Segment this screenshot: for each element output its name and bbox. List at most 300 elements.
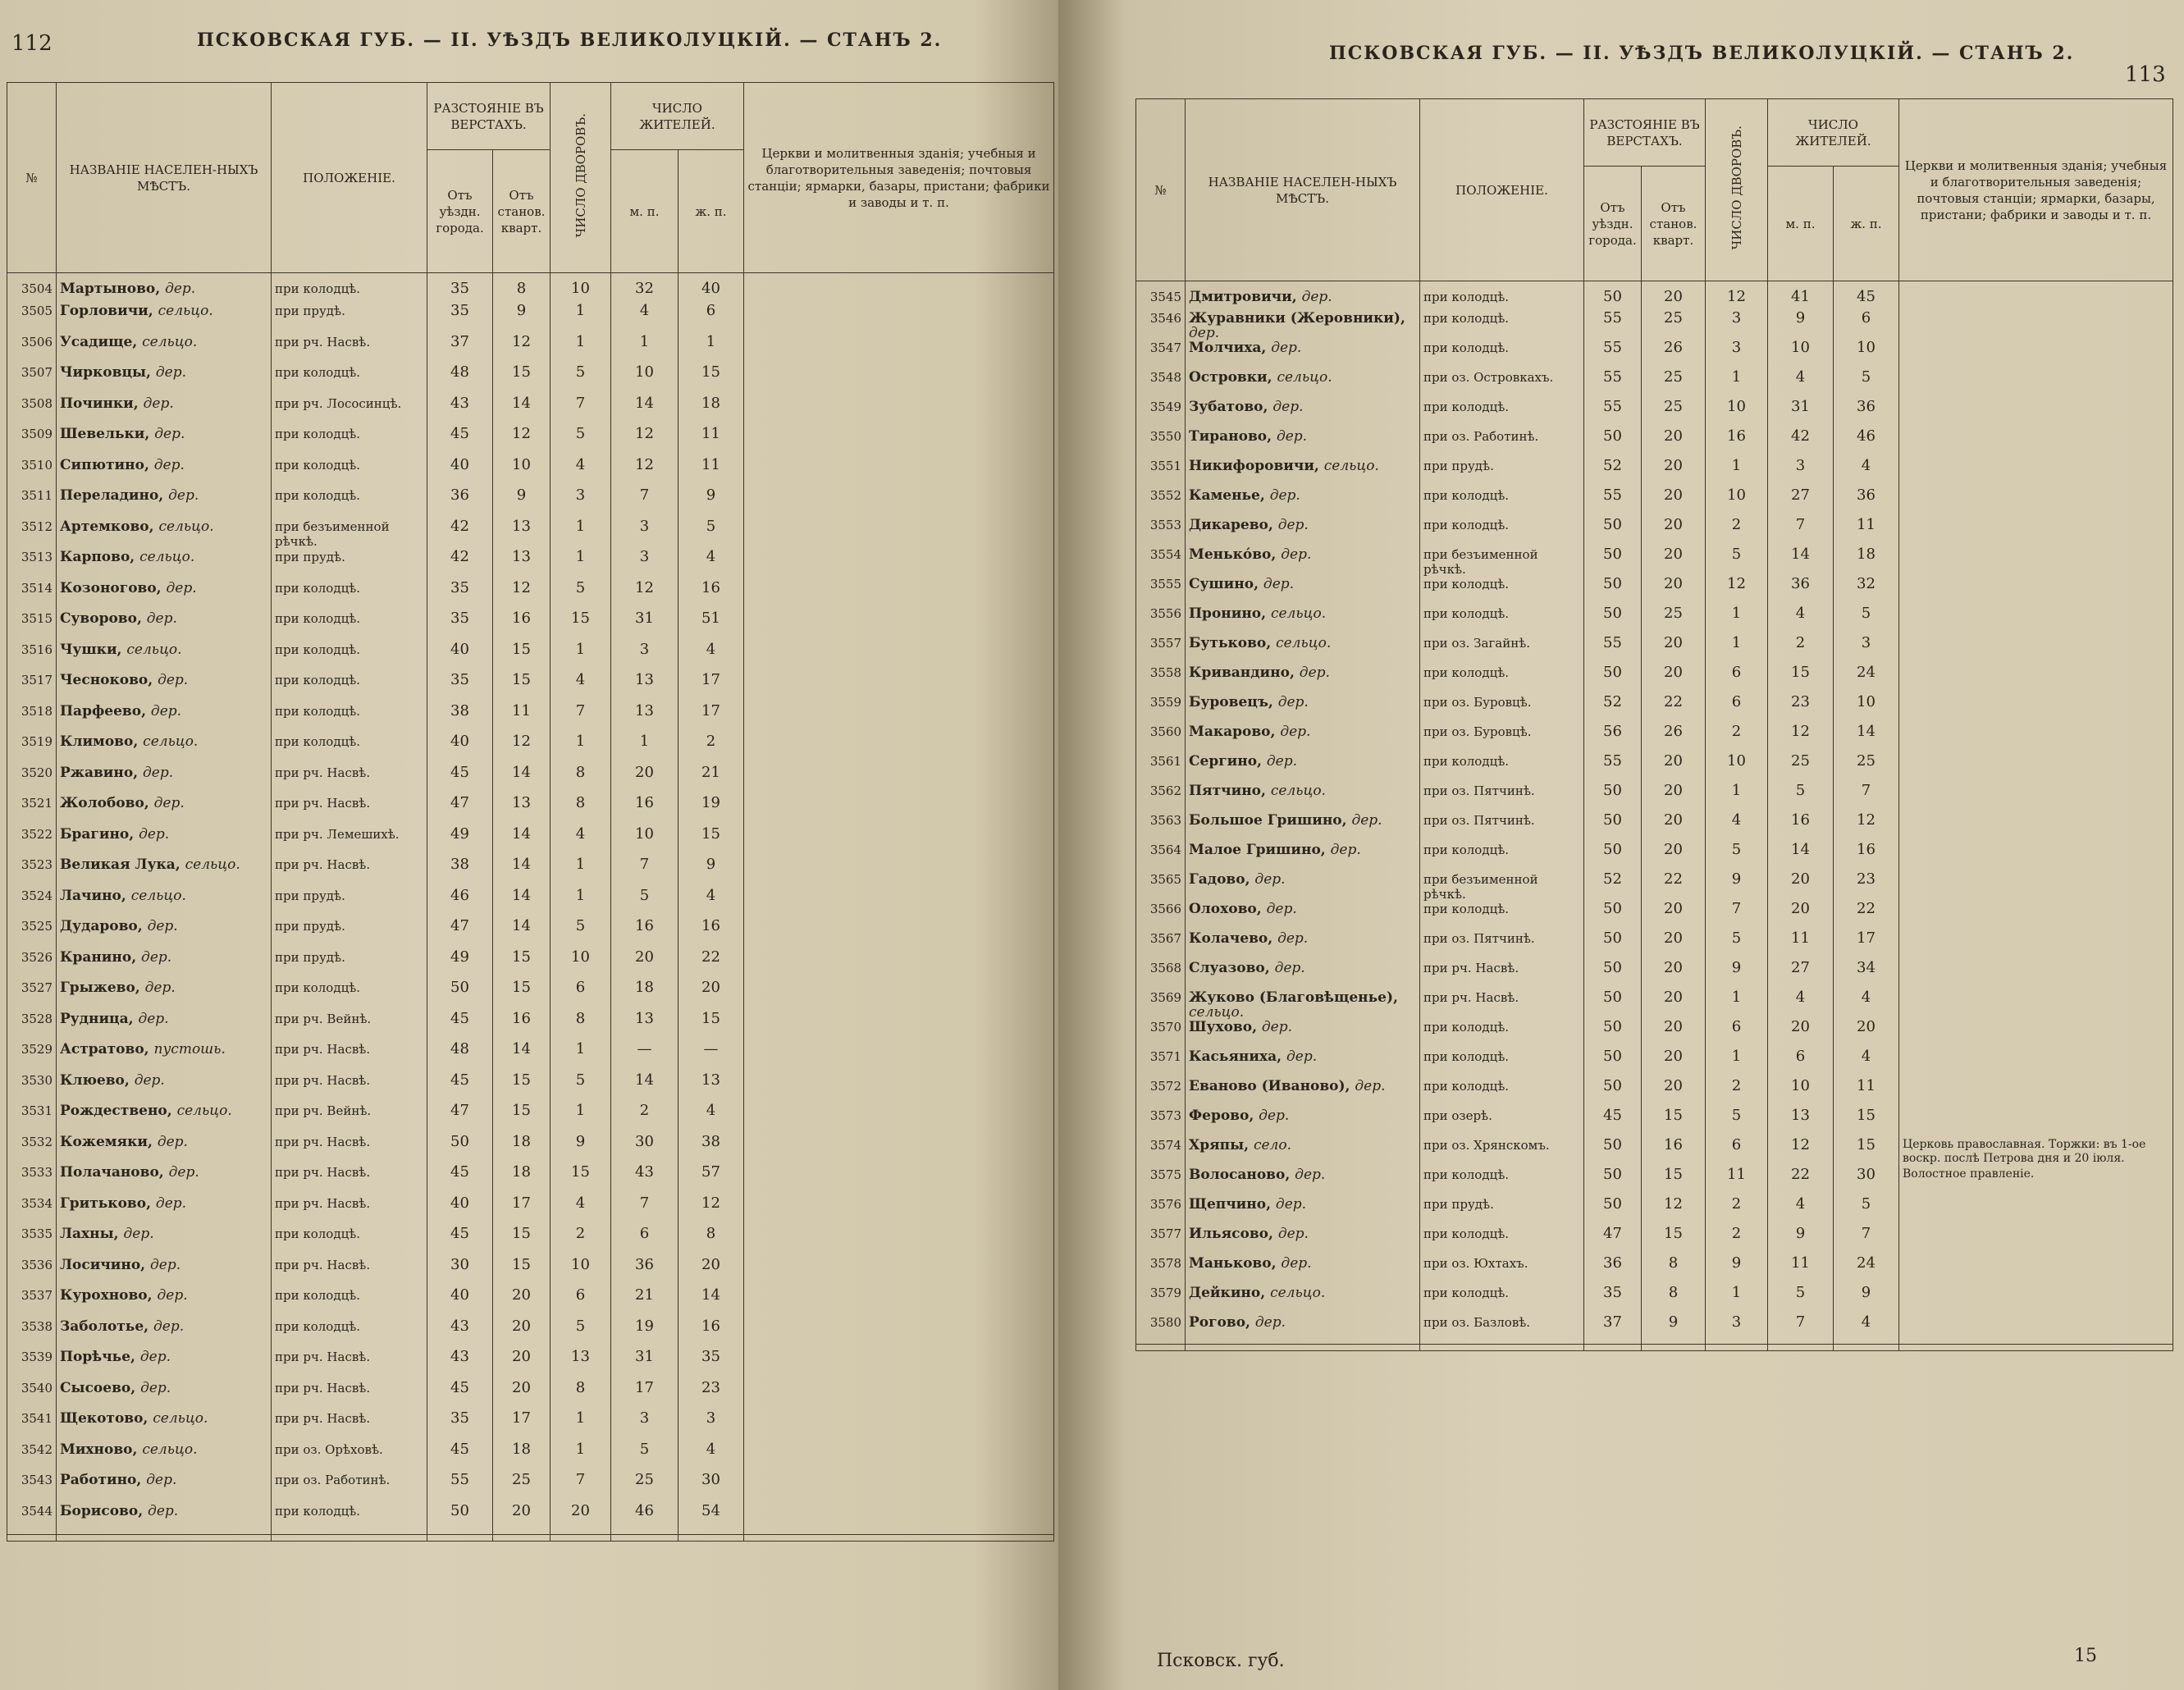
female-cell: 1 — [679, 335, 744, 366]
female-cell: 2 — [679, 734, 744, 765]
place-name-text: Астратово, — [60, 1042, 149, 1057]
place-name — [57, 335, 272, 366]
col-from-town: Отъ уѣздн. города. — [1584, 167, 1642, 281]
table-row — [7, 1012, 1054, 1043]
distance-stan-cell: 14 — [493, 765, 551, 797]
notes-cell — [1899, 311, 2173, 340]
distance-town-cell: 50 — [1584, 1049, 1642, 1079]
row-number: 3515 — [7, 611, 57, 642]
place-kind: дер. — [1355, 1078, 1386, 1094]
place-name-text: Работино, — [60, 1473, 142, 1488]
position-cell: при рч. Насвѣ. — [272, 1135, 427, 1166]
distance-stan-cell: 20 — [1642, 281, 1706, 311]
position-cell: при колодцѣ. — [272, 1504, 427, 1535]
distance-town-cell: 50 — [1584, 813, 1642, 843]
position-cell: при колодцѣ. — [1420, 340, 1584, 370]
table-row — [1136, 990, 2173, 1020]
distance-town-cell: 36 — [1584, 1256, 1642, 1286]
notes-cell — [744, 765, 1054, 797]
position-cell: при колодцѣ. — [272, 427, 427, 458]
place-kind: дер. — [138, 1011, 169, 1027]
notes-cell — [1899, 606, 2173, 636]
place-kind: дер. — [148, 1503, 179, 1519]
female-cell: 4 — [1834, 990, 1899, 1020]
male-cell: 20 — [1768, 1020, 1834, 1049]
place-kind: село. — [1253, 1137, 1292, 1153]
distance-stan-cell: 13 — [493, 796, 551, 827]
place-name — [1186, 281, 1420, 311]
male-cell: 17 — [611, 1381, 679, 1412]
table-row — [7, 581, 1054, 612]
row-number: 3517 — [7, 673, 57, 704]
households-cell: 6 — [1706, 1020, 1768, 1049]
position-cell: при рч. Насвѣ. — [272, 765, 427, 797]
male-cell: 23 — [1768, 695, 1834, 724]
position-cell: при рч. Лемешихѣ. — [272, 827, 427, 858]
table-row — [7, 1473, 1054, 1504]
place-name-text: Кривандино, — [1189, 665, 1295, 681]
households-cell: 1 — [551, 1103, 611, 1135]
place-name-text: Гадово, — [1189, 871, 1250, 888]
households-cell: 3 — [551, 488, 611, 519]
male-cell: 13 — [611, 704, 679, 735]
position-cell: при колодцѣ. — [1420, 1286, 1584, 1315]
households-cell: 10 — [1706, 488, 1768, 518]
place-kind: сельцо. — [1323, 458, 1379, 474]
notes-cell — [1899, 754, 2173, 783]
distance-town-cell: 42 — [427, 519, 493, 550]
row-number: 3567 — [1136, 931, 1186, 961]
place-kind: дер. — [1254, 1314, 1286, 1331]
distance-town-cell: 47 — [427, 1103, 493, 1135]
place-kind: дер. — [1263, 576, 1295, 592]
female-cell: 14 — [1834, 724, 1899, 754]
place-name — [57, 611, 272, 642]
position-cell: при оз. Орѣховѣ. — [272, 1442, 427, 1473]
distance-town-cell: 50 — [1584, 902, 1642, 931]
distance-town-cell: 50 — [1584, 961, 1642, 990]
place-kind: дер. — [1281, 1255, 1312, 1272]
households-cell: 9 — [551, 1135, 611, 1166]
row-number: 3519 — [7, 734, 57, 765]
place-name — [57, 1135, 272, 1166]
households-cell: 12 — [1706, 281, 1768, 311]
male-cell: 4 — [1768, 370, 1834, 400]
position-cell: при оз. Юхтахъ. — [1420, 1256, 1584, 1286]
table-row — [7, 1288, 1054, 1319]
male-cell: 12 — [611, 581, 679, 612]
female-cell: 21 — [679, 765, 744, 797]
position-cell: при колодцѣ. — [1420, 843, 1584, 872]
place-kind: дер. — [146, 611, 177, 627]
distance-town-cell: 50 — [1584, 665, 1642, 695]
place-name — [57, 1473, 272, 1504]
table-row — [1136, 370, 2173, 400]
place-name-text: Починки, — [60, 395, 139, 412]
position-cell: при озерѣ. — [1420, 1108, 1584, 1138]
male-cell: 20 — [611, 950, 679, 981]
households-cell: 6 — [1706, 1138, 1768, 1167]
place-name — [1186, 1226, 1420, 1256]
distance-stan-cell: 13 — [493, 519, 551, 550]
place-name — [57, 919, 272, 950]
place-name-text: Клюево, — [60, 1072, 130, 1089]
table-row — [1136, 459, 2173, 488]
place-name-text: Чесноково, — [60, 673, 153, 688]
place-kind: дер. — [166, 580, 197, 596]
position-cell: при оз. Буровцѣ. — [1420, 724, 1584, 754]
distance-town-cell: 48 — [427, 1042, 493, 1073]
notes-cell — [744, 1165, 1054, 1196]
position-cell: при колодцѣ. — [272, 1226, 427, 1258]
female-cell: 16 — [679, 1319, 744, 1350]
households-cell: 5 — [551, 427, 611, 458]
distance-town-cell: 46 — [427, 888, 493, 920]
notes-cell — [744, 1411, 1054, 1442]
place-name-text: Великая Лука, — [60, 857, 180, 873]
place-name-text: Колачево, — [1189, 930, 1273, 947]
distance-town-cell: 36 — [427, 488, 493, 519]
female-cell: 32 — [1834, 577, 1899, 606]
households-cell: 4 — [551, 1196, 611, 1227]
place-kind: дер. — [1330, 842, 1361, 858]
place-name-text: Усадище, — [60, 334, 138, 350]
distance-stan-cell: 25 — [1642, 400, 1706, 429]
female-cell: 30 — [1834, 1167, 1899, 1197]
male-cell: 6 — [1768, 1049, 1834, 1079]
households-cell: 8 — [551, 796, 611, 827]
distance-stan-cell: 25 — [1642, 606, 1706, 636]
row-number: 3553 — [1136, 518, 1186, 547]
table-row — [1136, 340, 2173, 370]
place-kind: сельцо. — [176, 1103, 232, 1119]
place-kind: дер. — [1277, 694, 1309, 710]
distance-town-cell: 55 — [1584, 754, 1642, 783]
distance-stan-cell: 8 — [1642, 1286, 1706, 1315]
households-cell: 5 — [551, 1319, 611, 1350]
distance-town-cell: 56 — [1584, 724, 1642, 754]
place-name-text: Лачино, — [60, 888, 126, 904]
female-cell: 15 — [1834, 1138, 1899, 1167]
distance-town-cell: 47 — [427, 796, 493, 827]
place-kind: дер. — [141, 949, 172, 966]
households-cell: 5 — [551, 1073, 611, 1104]
notes-cell — [1899, 990, 2173, 1020]
notes-cell — [744, 642, 1054, 674]
distance-stan-cell: 12 — [493, 335, 551, 366]
place-name-text: Артемково, — [60, 518, 154, 535]
row-number: 3556 — [1136, 606, 1186, 636]
households-cell: 16 — [1706, 429, 1768, 459]
female-cell: 4 — [679, 888, 744, 920]
households-cell: 7 — [551, 396, 611, 427]
place-name — [57, 304, 272, 335]
table-row — [7, 488, 1054, 519]
table-row — [7, 1411, 1054, 1442]
distance-stan-cell: 17 — [493, 1411, 551, 1442]
distance-town-cell: 50 — [1584, 281, 1642, 311]
row-number: 3568 — [1136, 961, 1186, 990]
place-kind: дер. — [1274, 960, 1305, 976]
row-number: 3560 — [1136, 724, 1186, 754]
table-row — [1136, 1315, 2173, 1345]
place-name — [1186, 1315, 1420, 1345]
col-distance: РАЗСТОЯНІЕ ВЪ ВЕРСТАХЪ. — [427, 83, 551, 150]
row-number: 3565 — [1136, 872, 1186, 902]
male-cell: 16 — [611, 919, 679, 950]
row-number: 3557 — [1136, 636, 1186, 665]
table-bottom-rule — [7, 1534, 1054, 1541]
distance-town-cell: 40 — [427, 1288, 493, 1319]
position-cell: при колодцѣ. — [272, 273, 427, 304]
male-cell: 10 — [611, 365, 679, 396]
place-kind: дер. — [146, 1473, 177, 1488]
distance-stan-cell: 10 — [493, 458, 551, 489]
place-kind: сельцо. — [1270, 1285, 1326, 1301]
notes-cell — [1899, 370, 2173, 400]
distance-town-cell: 50 — [427, 1504, 493, 1535]
households-cell: 1 — [1706, 606, 1768, 636]
distance-town-cell: 45 — [427, 1012, 493, 1043]
male-cell: 1 — [611, 335, 679, 366]
place-kind: дер. — [139, 1350, 171, 1365]
place-name-text: Олохово, — [1189, 901, 1262, 917]
male-cell: 9 — [1768, 311, 1834, 340]
table-row — [1136, 281, 2173, 311]
households-cell: 1 — [551, 335, 611, 366]
distance-town-cell: 47 — [427, 919, 493, 950]
male-cell: 10 — [1768, 340, 1834, 370]
place-kind: дер. — [157, 1288, 188, 1304]
place-name — [57, 1258, 272, 1289]
place-name — [1186, 1079, 1420, 1108]
place-name-text: Касьяниха, — [1189, 1048, 1282, 1065]
place-name-text: Пятчино, — [1189, 783, 1266, 799]
households-cell: 10 — [551, 950, 611, 981]
row-number: 3542 — [7, 1442, 57, 1473]
distance-town-cell: 55 — [1584, 400, 1642, 429]
distance-town-cell: 52 — [1584, 459, 1642, 488]
male-cell: 3 — [611, 519, 679, 550]
table-bottom-rule — [1136, 1345, 2173, 1351]
position-cell: при колодцѣ. — [1420, 577, 1584, 606]
distance-town-cell: 50 — [1584, 1079, 1642, 1108]
female-cell: 5 — [1834, 1197, 1899, 1226]
notes-cell — [744, 827, 1054, 858]
place-name — [57, 488, 272, 519]
male-cell: 3 — [611, 642, 679, 674]
distance-stan-cell: 15 — [493, 673, 551, 704]
distance-stan-cell: 14 — [493, 857, 551, 888]
distance-town-cell: 55 — [1584, 636, 1642, 665]
position-cell: при рч. Вейнѣ. — [272, 1103, 427, 1135]
distance-town-cell: 45 — [1584, 1108, 1642, 1138]
place-name-text: Горловичи, — [60, 304, 153, 319]
place-name — [57, 1442, 272, 1473]
row-number: 3572 — [1136, 1079, 1186, 1108]
notes-cell — [1899, 1315, 2173, 1345]
distance-stan-cell: 18 — [493, 1442, 551, 1473]
place-name — [1186, 1197, 1420, 1226]
place-name-text: Волосаново, — [1189, 1167, 1291, 1183]
notes-cell — [744, 458, 1054, 489]
position-cell: при прудѣ. — [1420, 1197, 1584, 1226]
distance-town-cell: 50 — [1584, 783, 1642, 813]
distance-town-cell: 50 — [1584, 843, 1642, 872]
place-name-text: Жолобово, — [60, 796, 149, 811]
place-name — [57, 796, 272, 827]
notes-cell — [744, 796, 1054, 827]
male-cell: 3 — [611, 1411, 679, 1442]
position-cell: при колодцѣ. — [1420, 1020, 1584, 1049]
households-cell: 2 — [551, 1226, 611, 1258]
table-row — [1136, 311, 2173, 340]
female-cell: 4 — [1834, 459, 1899, 488]
place-kind: дер. — [1301, 289, 1332, 305]
distance-stan-cell: 20 — [1642, 547, 1706, 577]
distance-town-cell: 50 — [1584, 990, 1642, 1020]
table-row — [1136, 695, 2173, 724]
place-name-text: Жуково (Благовѣщенье), — [1189, 989, 1398, 1006]
distance-stan-cell: 26 — [1642, 340, 1706, 370]
distance-town-cell: 50 — [427, 980, 493, 1012]
female-cell: 36 — [1834, 488, 1899, 518]
place-kind: дер. — [157, 1134, 188, 1150]
distance-town-cell: 38 — [427, 857, 493, 888]
male-cell: 7 — [1768, 518, 1834, 547]
distance-town-cell: 45 — [427, 765, 493, 797]
row-number: 3531 — [7, 1103, 57, 1135]
distance-town-cell: 50 — [427, 1135, 493, 1166]
position-cell: при рч. Вейнѣ. — [272, 1012, 427, 1043]
distance-stan-cell: 12 — [493, 427, 551, 458]
distance-stan-cell: 25 — [493, 1473, 551, 1504]
col-households: ЧИСЛО ДВОРОВЪ. — [551, 83, 611, 273]
notes-cell — [744, 304, 1054, 335]
place-kind: дер. — [1275, 1196, 1307, 1213]
row-number: 3521 — [7, 796, 57, 827]
place-name-text: Шухово, — [1189, 1019, 1257, 1035]
place-name — [57, 519, 272, 550]
place-kind: дер. — [1254, 871, 1286, 888]
distance-stan-cell: 16 — [1642, 1138, 1706, 1167]
table-row — [7, 1073, 1054, 1104]
table-row — [7, 1196, 1054, 1227]
female-cell: 17 — [679, 673, 744, 704]
female-cell: 12 — [1834, 813, 1899, 843]
distance-stan-cell: 20 — [1642, 813, 1706, 843]
place-kind: сельцо. — [158, 518, 214, 535]
row-number: 3507 — [7, 365, 57, 396]
table-row — [7, 519, 1054, 550]
notes-cell — [1899, 665, 2173, 695]
place-name — [1186, 488, 1420, 518]
distance-town-cell: 50 — [1584, 429, 1642, 459]
notes-cell — [1899, 1226, 2173, 1256]
row-number: 3539 — [7, 1350, 57, 1381]
female-cell: 45 — [1834, 281, 1899, 311]
distance-town-cell: 50 — [1584, 518, 1642, 547]
place-kind: дер. — [155, 365, 187, 381]
distance-stan-cell: 15 — [493, 1103, 551, 1135]
row-number: 3527 — [7, 980, 57, 1012]
male-cell: 6 — [611, 1226, 679, 1258]
col-position: ПОЛОЖЕНІЕ. — [1420, 99, 1584, 281]
female-cell: — — [679, 1042, 744, 1073]
table-row — [1136, 400, 2173, 429]
row-number: 3543 — [7, 1473, 57, 1504]
table-row — [7, 1165, 1054, 1196]
row-number: 3526 — [7, 950, 57, 981]
table-row — [1136, 547, 2173, 577]
place-kind: дер. — [158, 673, 189, 688]
households-cell: 6 — [1706, 665, 1768, 695]
households-cell: 4 — [551, 458, 611, 489]
place-kind: дер. — [134, 1072, 165, 1089]
households-cell: 2 — [1706, 724, 1768, 754]
female-cell: 51 — [679, 611, 744, 642]
place-kind: дер. — [1189, 324, 1220, 340]
male-cell: 2 — [1768, 636, 1834, 665]
place-name-text: Козоногово, — [60, 580, 162, 596]
distance-town-cell: 45 — [427, 427, 493, 458]
place-name-text: Щекотово, — [60, 1411, 148, 1427]
position-cell: при рч. Насвѣ. — [272, 1411, 427, 1442]
place-kind: дер. — [154, 427, 185, 442]
table-row — [7, 857, 1054, 888]
table-row — [1136, 872, 2173, 902]
households-cell: 9 — [1706, 961, 1768, 990]
distance-stan-cell: 15 — [1642, 1226, 1706, 1256]
place-name — [1186, 724, 1420, 754]
notes-cell — [1899, 783, 2173, 813]
place-name — [1186, 577, 1420, 606]
place-kind: сельцо. — [126, 642, 182, 658]
female-cell: 35 — [679, 1350, 744, 1381]
female-cell: 9 — [1834, 1286, 1899, 1315]
distance-stan-cell: 15 — [493, 642, 551, 674]
page-number: 113 — [2125, 62, 2166, 87]
position-cell: при оз. Работинѣ. — [272, 1473, 427, 1504]
male-cell: 19 — [611, 1319, 679, 1350]
col-no: № — [7, 83, 57, 273]
place-name-text: Дударово, — [60, 919, 143, 934]
distance-stan-cell: 20 — [1642, 1049, 1706, 1079]
distance-town-cell: 50 — [1584, 1197, 1642, 1226]
households-cell: 8 — [551, 1381, 611, 1412]
row-number: 3552 — [1136, 488, 1186, 518]
female-cell: 16 — [679, 581, 744, 612]
place-kind: дер. — [1351, 812, 1382, 829]
place-name-text: Никифоровичи, — [1189, 458, 1319, 474]
place-name-text: Ильясово, — [1189, 1226, 1273, 1242]
page-number: 112 — [11, 31, 53, 56]
place-kind: сельцо. — [185, 857, 240, 873]
place-name-text: Журавники (Жеровники), — [1189, 310, 1405, 327]
place-kind: дер. — [153, 796, 185, 811]
male-cell: 16 — [611, 796, 679, 827]
notes-cell — [744, 581, 1054, 612]
households-cell: 1 — [551, 734, 611, 765]
position-cell: при оз. Хрянскомъ. — [1420, 1138, 1584, 1167]
households-cell: 1 — [1706, 636, 1768, 665]
place-kind: дер. — [1295, 1167, 1326, 1183]
place-name — [57, 1226, 272, 1258]
place-name — [1186, 636, 1420, 665]
notes-cell — [1899, 281, 2173, 311]
notes-cell — [1899, 931, 2173, 961]
place-name — [1186, 429, 1420, 459]
